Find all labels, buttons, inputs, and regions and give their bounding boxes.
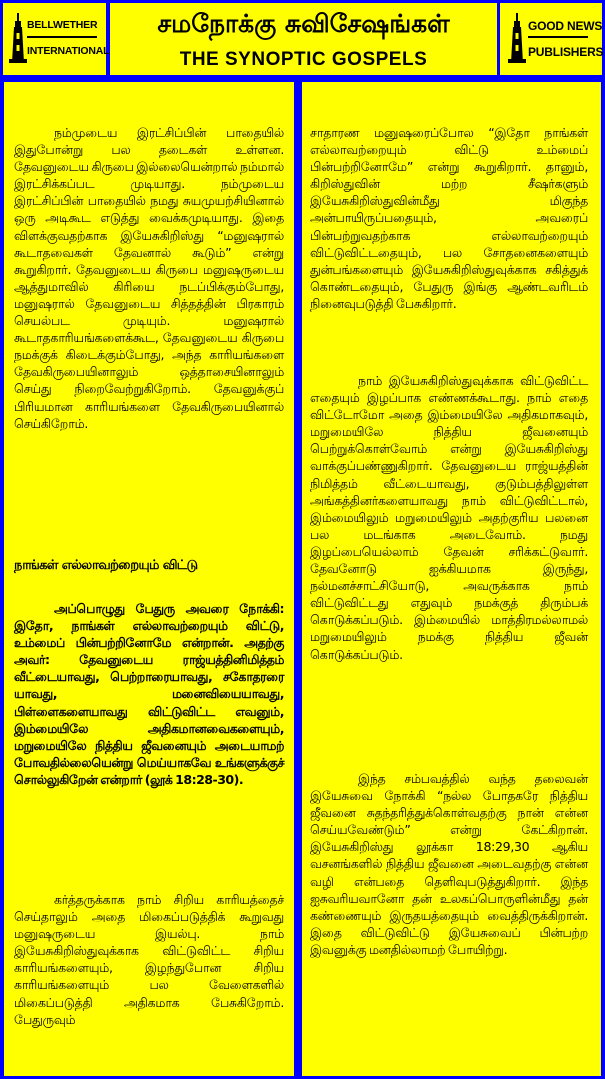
page-title-english: THE SYNOPTIC GOSPELS xyxy=(179,49,428,70)
publisher-logo-right xyxy=(500,3,602,75)
scripture-quote: அப்பொழுது பேதுரு அவரை நோக்கி: இதோ, நாங்கள் எல்லாவற்றையும் விட்டு, உம்மைப் பின்பற்றினோமே என்றான். அதற்கு அவர்: தேவனுடைய ராஜ்யத்தினிமித்தம் வீட்டையாவது, பெற்றாரையாவது, சகோதரரை யாவது, மனைவியையாவது, பிள்ளைகளையாவது விட்டுவிட்ட எவனும், இம்மையிலே அதிகமானவைகளையும், மறுமையிலே நித்திய ஜீவனையும் அடையாமற் போவதில்லையென்று மெய்யாகவே உங்களுக்குச் சொல்லுகிறேன் என்றார் (லூக் 18:28-30). xyxy=(14,601,284,787)
right-paragraph-3: இந்த சம்பவத்தில் வந்த தலைவன் இயேசுவை நோக்கி “நல்ல போதகரே நித்திய ஜீவனை சுதந்தரித்துக்கொள்வதற்கு நான் என்ன செய்யவேண்டும்” என்று கேட்கிறான். இயேசுகிறிஸ்து லூக்கா 18:29,30 ஆகிய வசனங்களில் நித்திய ஜீவனை அடைவதற்கு என்ன வழி என்பதை தெளிவுபடுத்துகிறார். இந்த ஐசுவரியவானோ தன் உலகப்பொருளின்மீது தன் கண்ணையும் இருதயத்தையும் வைத்திருக்கிறான். இதை விட்டுவிட்டு இயேசுவைப் பின்பற்ற இவனுக்கு மனதில்லாமற் போயிற்று. xyxy=(310,771,588,957)
left-paragraph-1: நம்முடைய இரட்சிப்பின் பாதையில் இதுபோன்று பல தடைகள் உள்ளன. தேவனுடைய கிருபை இல்லையென்றால் நம்மால் இரட்சிக்கப்பட முடியாது. நம்முடைய இரட்சிப்பின் பாதையில் நமது சுயமுயற்சியினால் ஒரு அடிகூட எடுத்து வைக்கமுடியாது. இதை விளக்குவதற்காக இயேசுகிறிஸ்து “மனுஷரால் கூடாதவைகள் தேவனால் கூடும்” என்று கூறுகிறார். தேவனுடைய கிருபை மனுஷருடைய ஆத்துமாவில் கிரியை நடப்பிக்கும்போது, மனுஷரால் தேவனுடைய சித்தத்தின் பிரகாரம் செயல்பட முடியும். மனுஷரால் கூடாதகாரியங்களைக்கூட, தேவனுடைய கிருபை நமக்குக் கிடைக்கும்போது, அந்த காரியங்களை தேவகிருபையினாலும் ஒத்தாசையினாலும் செய்து நிறைவேற்றுகிறோம். தேவனுக்குப் பிரியமான காரியங்களை தேவகிருபையினால் செய்கிறோம். xyxy=(14,125,285,431)
logo-left-line1: BELLWETHER xyxy=(27,19,98,31)
right-column xyxy=(302,82,601,1076)
header-banner xyxy=(0,0,605,78)
logo-left-line2: INTERNATIONAL xyxy=(27,45,110,57)
left-column xyxy=(4,82,294,1076)
tower-icon xyxy=(9,13,27,63)
logo-right-line2: PUBLISHERS xyxy=(528,45,604,59)
title-panel xyxy=(110,3,497,75)
left-paragraph-3: கர்த்தருக்காக நாம் சிறிய காரியத்தைச் செய்தாலும் அதை மிகைப்படுத்திக் கூறுவது மனுஷருடைய இயல்பு. நாம் இயேசுகிறிஸ்துவுக்காக விட்டுவிட்ட சிறிய காரியங்களையும், இழந்துபோன சிறிய காரியங்களையும் பல வேளைகளில் மிகைப்படுத்தி அதிகமாக பேசுகிறோம். பேதுருவும் xyxy=(14,892,284,1027)
tower-icon xyxy=(508,13,526,63)
logo-left-divider xyxy=(27,36,97,38)
logo-right-divider xyxy=(528,36,588,38)
page-title-tamil: சமநோக்கு சுவிசேஷங்கள் xyxy=(157,9,450,38)
section-heading: நாங்கள் எல்லாவற்றையும் விட்டு xyxy=(14,558,198,573)
publisher-logo-left xyxy=(3,3,110,75)
article-frame xyxy=(0,78,605,1079)
right-paragraph-1: சாதாரண மனுஷரைப்போல “இதோ நாங்கள் எல்லாவற்றையும் விட்டு உம்மைப் பின்பற்றினோமே” என்று கூறுகிறார். தானும், கிறிஸ்துவின் மற்ற சீஷர்களும் இயேசுகிறிஸ்துவின்மீது மிகுந்த அன்பாயிருப்பதையும், அவரைப் பின்பற்றுவதற்காக எல்லாவற்றையும் விட்டுவிட்டதையும், பல சோதனைகளையும் துன்பங்களையும் இயேசுகிறிஸ்துவுக்காக சகித்துக் கொண்டதையும், பேதுரு இங்கு ஆண்டவரிடம் நினைவுபடுத்தி பேசுகிறார். xyxy=(310,125,588,311)
logo-right-line1: GOOD NEWS xyxy=(528,19,603,33)
right-paragraph-2: நாம் இயேசுகிறிஸ்துவுக்காக விட்டுவிட்ட எதையும் இழப்பாக எண்ணக்கூடாது. நாம் எதை விட்டோமோ அதை இம்மையிலே அதிகமாகவும், மறுமையிலே நித்திய ஜீவனையும் பெற்றுக்கொள்வோம் என்று இயேசுகிறிஸ்து வாக்குப்பண்ணுகிறார். தேவனுடைய ராஜ்யத்தின் நிமித்தம் வீட்டையாவது, குடும்பத்திலுள்ள அங்கத்தினர்களையாவது நாம் விட்டுவிட்டால், இம்மையிலும் மறுமையிலும் அதற்குரிய பலனை பல மடங்காக அடைவோம். நமது இழப்பையெல்லாம் தேவன் சரிக்கட்டுவார். தேவனோடு ஐக்கியமாக இருந்து, நல்மனச்சாட்சியோடு, அவருக்காக நாம் விட்டுவிட்டது எதுவும் நமக்குத் திரும்பக் கொடுக்கப்படும். இம்மையில் மாத்திரமல்லாமல் மறுமையிலும் நமக்கு நித்திய ஜீவன் கொடுக்கப்படும். xyxy=(310,373,588,662)
